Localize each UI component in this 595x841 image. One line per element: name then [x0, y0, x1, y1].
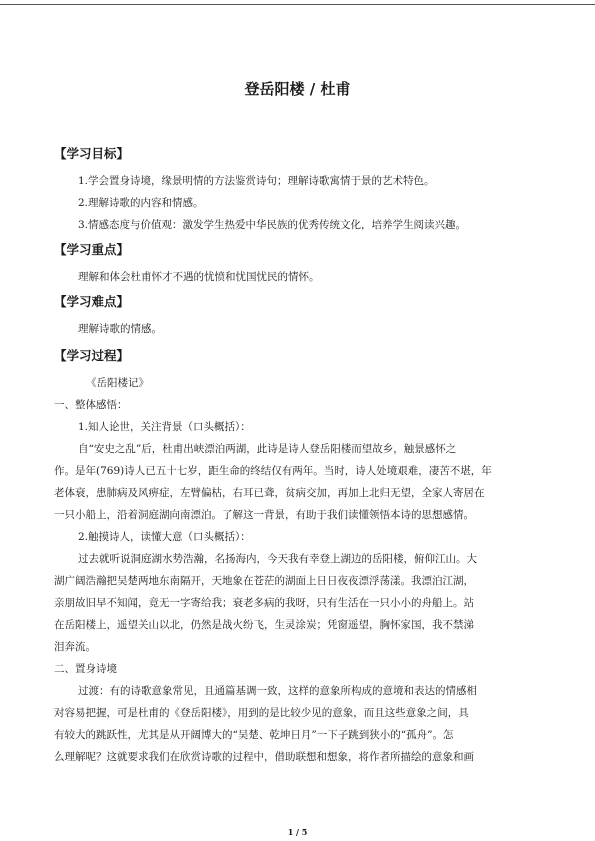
- process-line: 1.知人论世，关注背景（口头概括）：: [78, 421, 251, 433]
- process-line: 过渡：有的诗歌意象常见，且通篇基调一致，这样的意象所构成的意境和表达的情感相: [78, 685, 477, 697]
- heading-difficulty: 【学习难点】: [54, 294, 130, 309]
- header-rule: [0, 4, 595, 5]
- process-line: 2.触摸诗人，读懂大意（口头概括）：: [78, 531, 251, 543]
- process-line: 一只小船上，沿着洞庭湖向南漂泊。了解这一背景，有助于我们读懂领悟本诗的思想感情。: [54, 509, 474, 521]
- key-text: 理解和体会杜甫怀才不遇的忧愤和忧国忧民的情怀。: [78, 271, 320, 283]
- heading-key: 【学习重点】: [54, 242, 130, 257]
- difficulty-text: 理解诗歌的情感。: [78, 323, 162, 335]
- process-line: 有较大的跳跃性，尤其是从开阔博大的“吴楚、乾坤日月”一下子跳到狭小的“孤舟”。怎: [54, 729, 454, 741]
- goal-item-1: 1.学会置身诗境，缘景明情的方法鉴赏诗句；理解诗歌寓情于景的艺术特色。: [78, 175, 435, 187]
- process-line: 对容易把握，可是杜甫的《登岳阳楼》，用到的是比较少见的意象，而且这些意象之间，具: [54, 707, 469, 719]
- process-line: 在岳阳楼上，遥望关山以北，仍然是战火纷飞，生灵涂炭；凭窗遥望，胸怀家国，我不禁涕: [54, 619, 474, 631]
- process-line: 湖广阔浩瀚把吴楚两地东南隔开，天地象在苍茫的湖面上日日夜夜漂浮荡漾。我漂泊江湖，: [54, 575, 474, 587]
- process-line: 二、置身诗境: [54, 663, 117, 675]
- process-line: 自“安史之乱”后，杜甫出峡漂泊两湖，此诗是诗人登岳阳楼而望故乡，触景感怀之: [78, 443, 457, 455]
- process-line: 么理解呢？这就要求我们在欣赏诗歌的过程中，借助联想和想象，将作者所描绘的意象和画: [54, 751, 474, 763]
- page-number: 1 / 5: [287, 827, 308, 837]
- page-title: 登岳阳楼 / 杜甫: [244, 80, 351, 98]
- goal-item-2: 2.理解诗歌的内容和情感。: [78, 197, 204, 209]
- goal-item-3: 3.情感态度与价值观：激发学生热爱中华民族的优秀传统文化，培养学生阅读兴趣。: [78, 219, 467, 231]
- process-line: 泪奔流。: [54, 641, 96, 653]
- process-line: 亲朋故旧早不知闻，竟无一字寄给我；衰老多病的我呀，只有生活在一只小小的舟船上。站: [54, 597, 474, 609]
- process-line: 作。是年(769)诗人已五十七岁，距生命的终结仅有两年。当时，诗人处境艰难，凄苦不堪，年: [54, 465, 492, 477]
- heading-goals: 【学习目标】: [54, 146, 130, 161]
- process-line: 《岳阳楼记》: [86, 377, 149, 389]
- heading-process: 【学习过程】: [54, 348, 130, 363]
- process-line: 一、整体感悟：: [54, 399, 128, 411]
- process-line: 过去就听说洞庭湖水势浩瀚，名扬海内，今天我有幸登上湖边的岳阳楼，俯仰江山。大: [78, 553, 477, 565]
- process-line: 老体衰，患肺病及风痹症，左臂偏枯，右耳已聋，贫病交加，再加上北归无望，全家人寄居在: [54, 487, 485, 499]
